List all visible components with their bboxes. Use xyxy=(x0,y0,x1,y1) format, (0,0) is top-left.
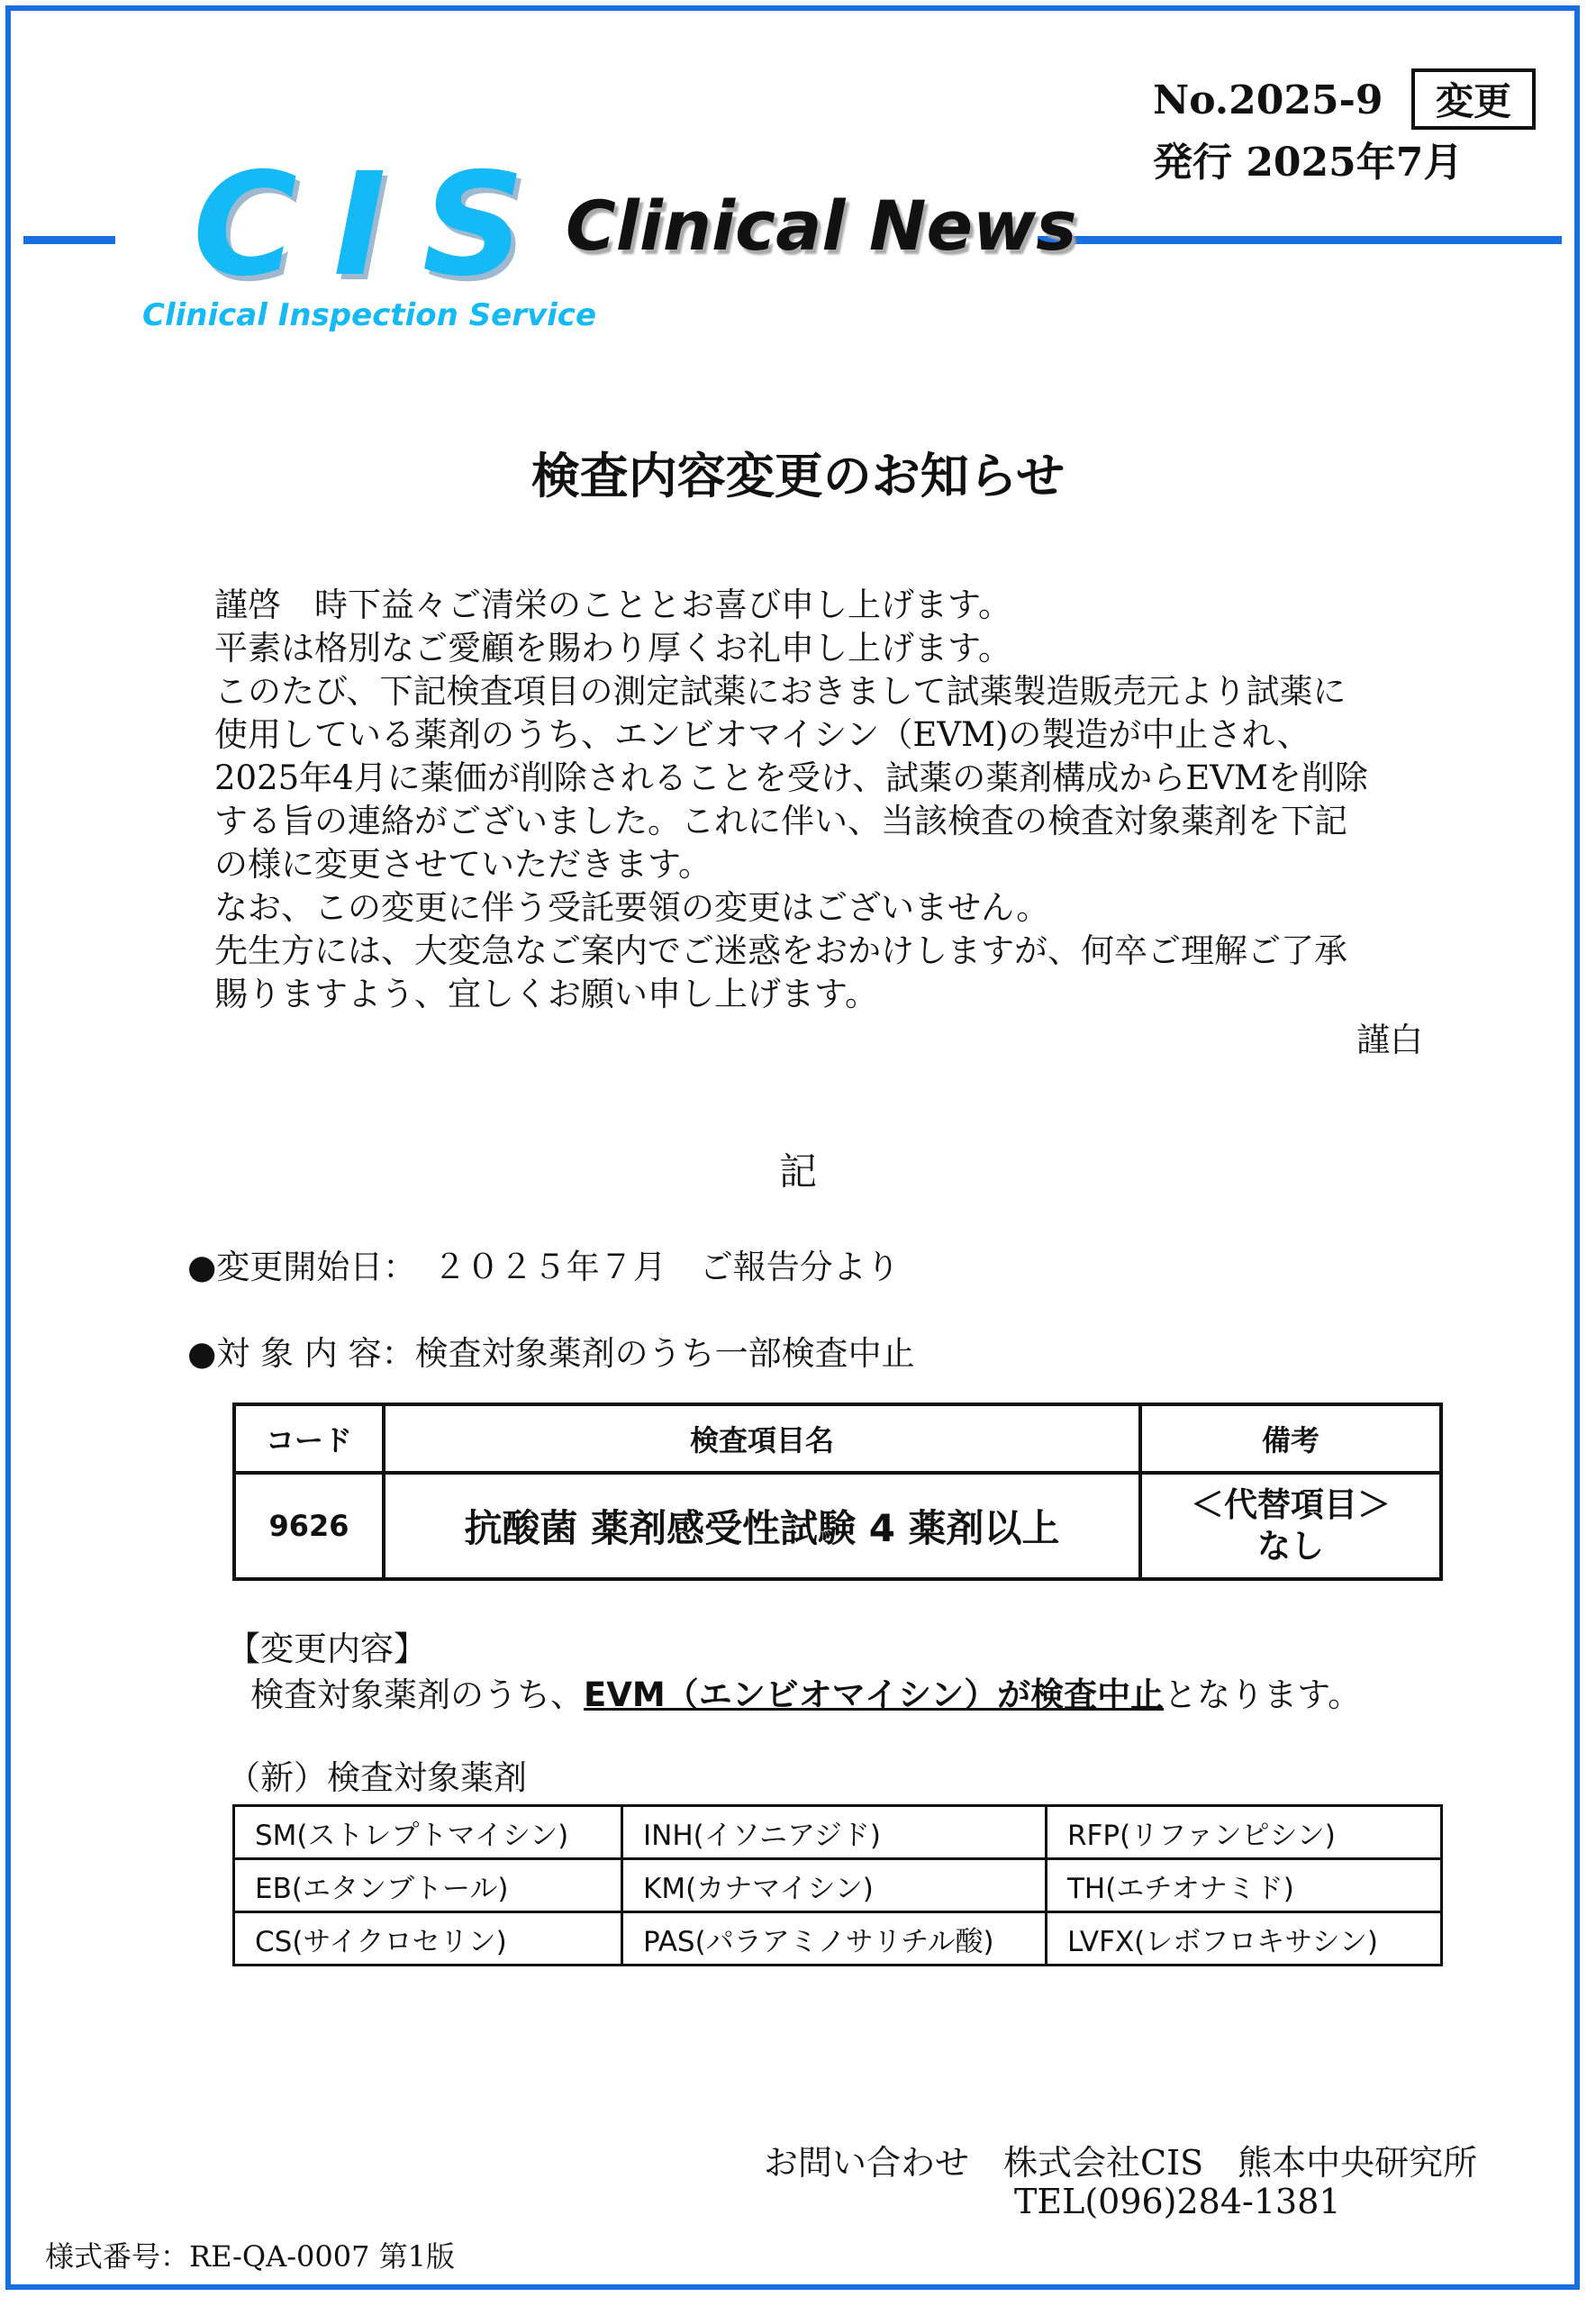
new-drugs-table xyxy=(232,1804,1443,1966)
contact-info: お問い合わせ 株式会社CIS 熊本中央研究所 xyxy=(764,2143,1478,2183)
document-number: No.2025-9 xyxy=(1153,77,1383,123)
table-row xyxy=(234,1859,1442,1912)
drug-cell: PAS(パラアミノサリチル酸) xyxy=(622,1912,1047,1966)
note-line: ＜代替項目＞ xyxy=(1191,1485,1391,1524)
cis-logo: CIS xyxy=(193,142,561,308)
body-line: 使用している薬剤のうち、エンビオマイシン（EVM)の製造が中止され、 xyxy=(214,715,1310,754)
telephone: TEL(096)284-1381 xyxy=(1014,2182,1341,2221)
table-row xyxy=(234,1912,1442,1966)
drug-cell: LVFX(レボフロキサシン) xyxy=(1047,1912,1442,1966)
start-date-bullet: ●変更開始日： ２０２５年７月 ご報告分より xyxy=(187,1248,900,1286)
ki-heading: 記 xyxy=(778,1149,817,1194)
header-rule-right xyxy=(1038,236,1562,244)
table-row xyxy=(234,1806,1442,1859)
change-label: 【変更内容】 xyxy=(227,1630,427,1668)
body-line: なお、この変更に伴う受託要領の変更はございません。 xyxy=(214,888,1050,927)
item-code: 9626 xyxy=(234,1473,384,1579)
drug-cell: KM(カナマイシン) xyxy=(622,1859,1047,1912)
change-text xyxy=(250,1667,1361,1716)
note-line: なし xyxy=(1257,1527,1324,1566)
header-code: コード xyxy=(234,1404,384,1473)
change-highlight: EVM（エンビオマイシン）が検査中止 xyxy=(584,1675,1165,1714)
test-item-table xyxy=(232,1403,1443,1581)
body-line: このたび、下記検査項目の測定試薬におきまして試薬製造販売元より試薬に xyxy=(214,672,1347,711)
drug-cell: EB(エタンブトール) xyxy=(234,1859,622,1912)
form-number: 様式番号：RE-QA-0007 第1版 xyxy=(45,2239,455,2274)
drug-cell: INH(イソニアジド) xyxy=(622,1806,1047,1859)
header-rule-left xyxy=(23,236,115,244)
body-line: 賜りますよう、宜しくお願い申し上げます。 xyxy=(214,975,879,1013)
issue-date: 発行 2025年7月 xyxy=(1153,140,1464,186)
body-line: する旨の連絡がございました。これに伴い、当該検査の検査対象薬剤を下記 xyxy=(214,802,1347,840)
header-item-name: 検査項目名 xyxy=(384,1404,1140,1473)
drug-cell: RFP(リファンピシン) xyxy=(1047,1806,1442,1859)
logo-subtitle: Clinical Inspection Service xyxy=(142,297,597,333)
newsletter-title: Clinical News xyxy=(566,186,1077,266)
closing-word: 謹白 xyxy=(1356,1021,1423,1059)
drug-cell: TH(エチオナミド) xyxy=(1047,1859,1442,1912)
body-line: 2025年4月に薬価が削除されることを受け、試薬の薬剤構成からEVMを削除 xyxy=(214,758,1368,797)
body-line: 平素は格別なご愛顧を賜わり厚くお礼申し上げます。 xyxy=(214,629,1012,667)
drug-cell: SM(ストレプトマイシン) xyxy=(234,1806,622,1859)
table-header-row xyxy=(234,1404,1441,1473)
new-drugs-label: （新）検査対象薬剤 xyxy=(227,1758,527,1797)
change-suffix: となります。 xyxy=(1164,1675,1362,1714)
item-note xyxy=(1140,1473,1441,1579)
target-bullet: ●対 象 内 容：検査対象薬剤のうち一部検査中止 xyxy=(187,1334,915,1373)
header-note: 備考 xyxy=(1140,1404,1441,1473)
drug-cell: CS(サイクロセリン) xyxy=(234,1912,622,1966)
body-line: 先生方には、大変急なご案内でご迷惑をおかけしますが、何卒ご理解ご了承 xyxy=(214,931,1347,970)
body-line: 謹啓 時下益々ご清栄のこととお喜び申し上げます。 xyxy=(214,586,1012,624)
item-name: 抗酸菌 薬剤感受性試験 4 薬剤以上 xyxy=(384,1473,1140,1579)
letter-body xyxy=(214,584,1421,1016)
body-line: の様に変更させていただきます。 xyxy=(214,845,712,884)
table-row xyxy=(234,1473,1441,1579)
page-title: 検査内容変更のお知らせ xyxy=(530,447,1066,504)
change-prefix: 検査対象薬剤のうち、 xyxy=(250,1675,584,1714)
change-badge: 変更 xyxy=(1411,68,1536,130)
